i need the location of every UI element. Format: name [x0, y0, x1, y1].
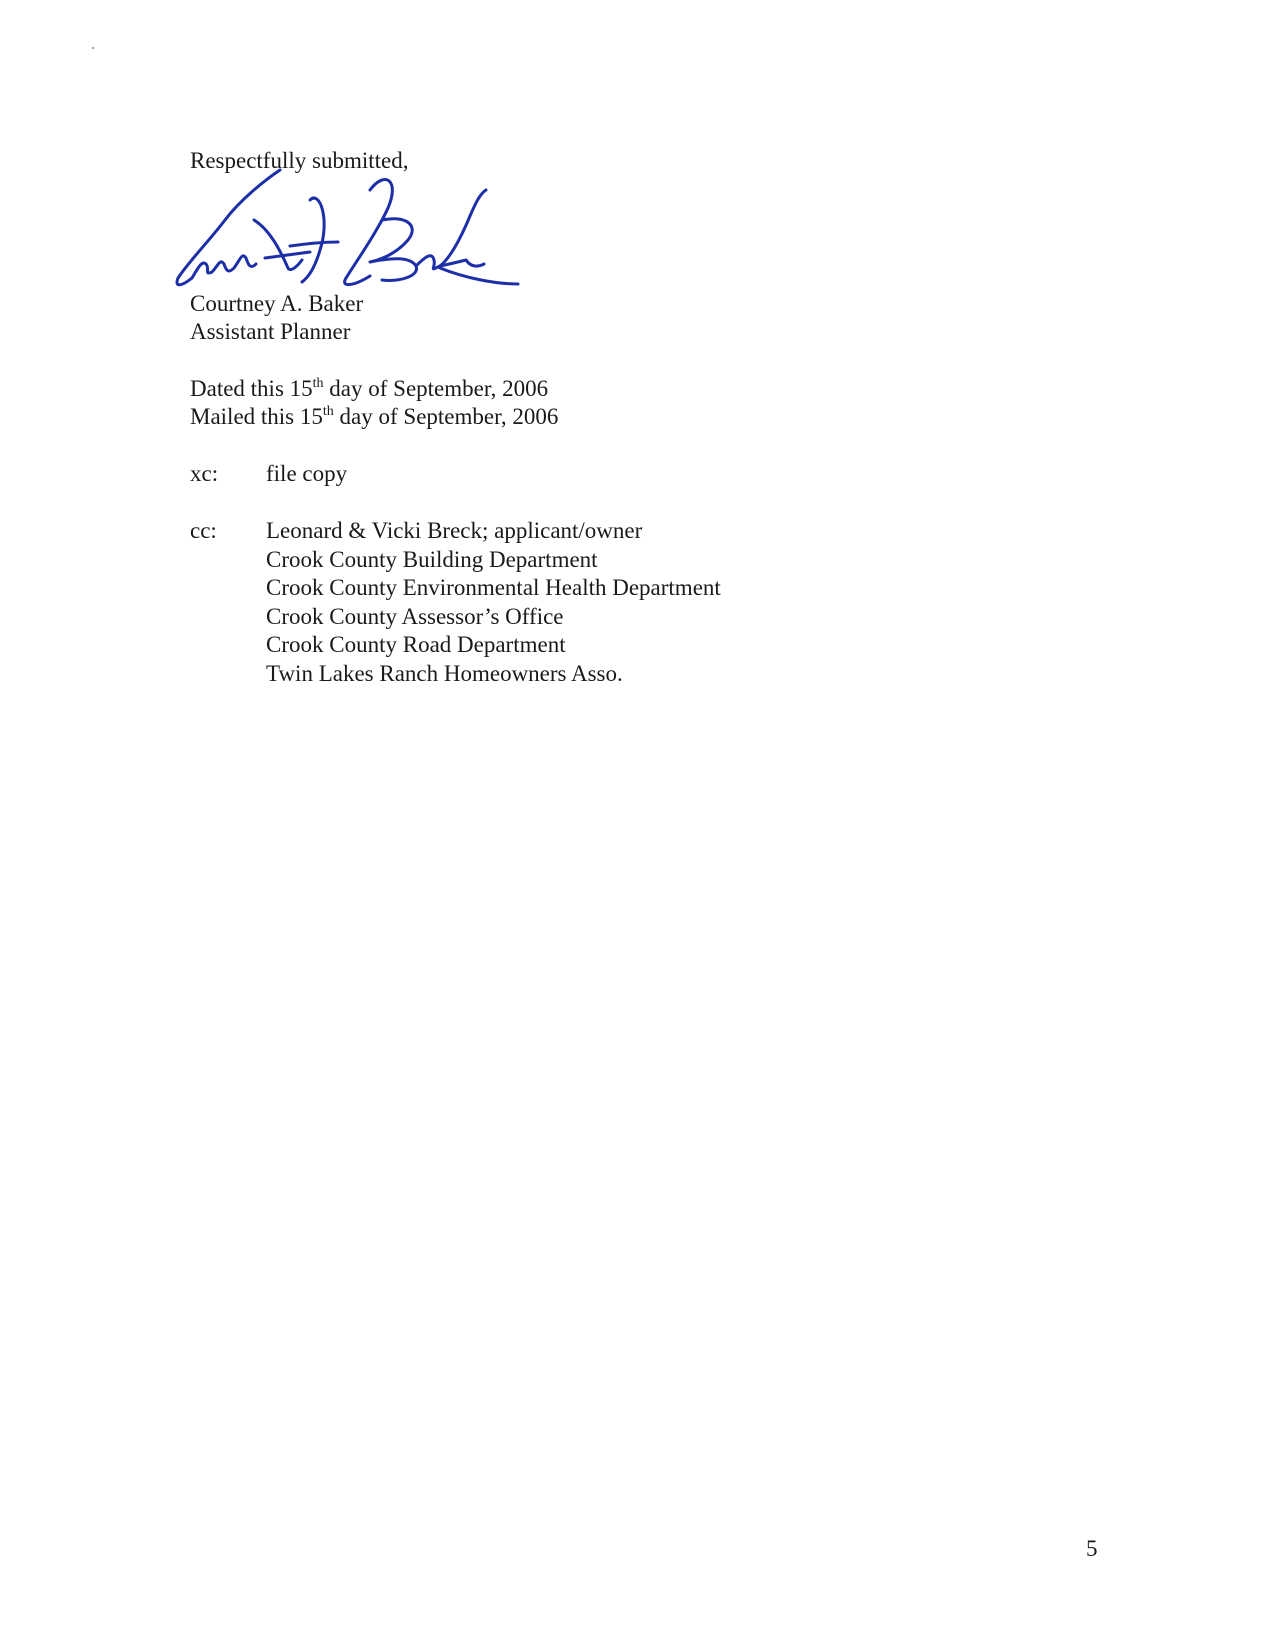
page-number: 5 [1086, 1536, 1098, 1561]
cc-item: Crook County Road Department [266, 632, 566, 658]
dated-suffix: day of September, 2006 [323, 376, 549, 401]
cc-list [266, 517, 721, 689]
dated-ordinal: th [312, 376, 324, 391]
scan-speck [92, 47, 94, 49]
xc-item: file copy [266, 461, 348, 486]
xc-label: xc: [190, 461, 219, 486]
cc-item: Crook County Environmental Health Department [266, 575, 721, 601]
mailed-suffix: day of September, 2006 [333, 404, 559, 429]
signer-title: Assistant Planner [190, 319, 351, 344]
cc-item: Crook County Building Department [266, 546, 598, 572]
mailed-prefix: Mailed this 15 [190, 404, 323, 429]
mailed-line [190, 403, 558, 435]
closing-line: Respectfully submitted, [190, 148, 409, 173]
mailed-ordinal: th [322, 404, 334, 419]
dated-prefix: Dated this 15 [190, 376, 313, 401]
signer-name: Courtney A. Baker [190, 291, 364, 316]
cc-item: Twin Lakes Ranch Homeowners Asso. [266, 660, 623, 686]
cc-item: Leonard & Vicki Breck; applicant/owner [266, 518, 643, 543]
cc-item: Crook County Assessor’s Office [266, 603, 564, 629]
cc-label: cc: [190, 518, 217, 543]
